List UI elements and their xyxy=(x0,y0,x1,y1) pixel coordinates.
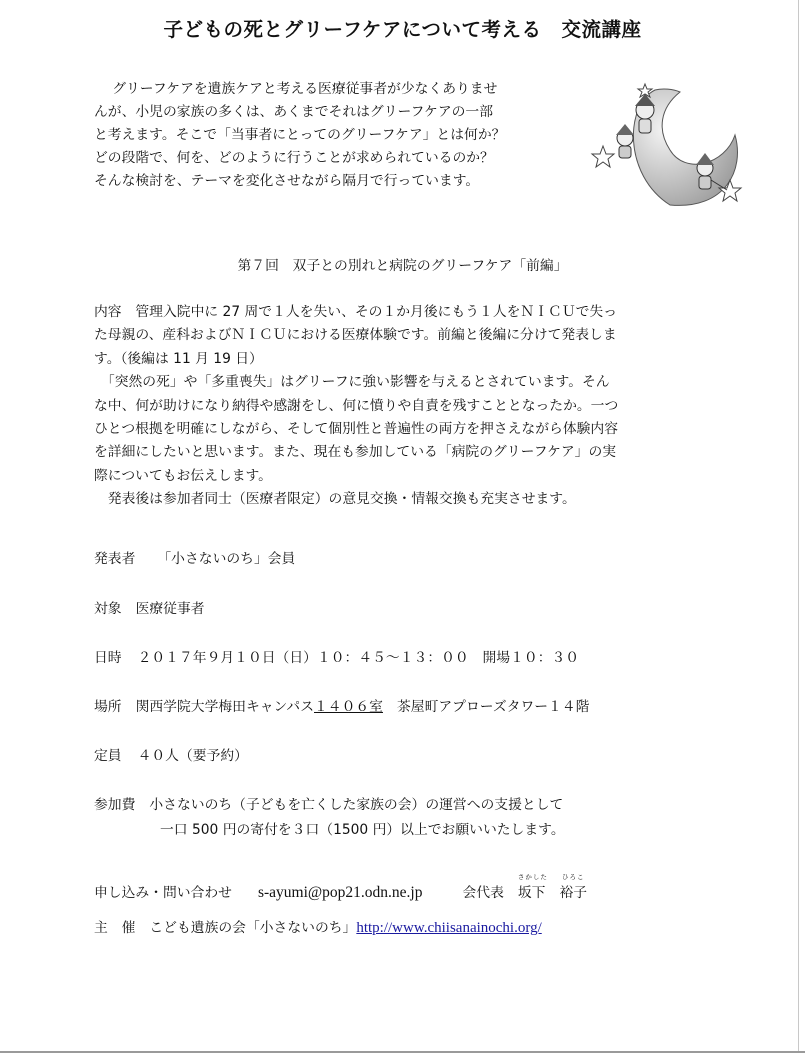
content-line: す。（後編は 11 月 19 日） xyxy=(94,350,263,367)
capacity-row xyxy=(94,744,248,764)
intro-line: と考えます。そこで「当事者にとってのグリーフケア」とは何か？ xyxy=(94,127,506,143)
fee-row xyxy=(94,793,563,813)
content-line: を詳細にしたいと思います。また、現在も参加している「病院のグリーフケア」の実 xyxy=(94,444,617,461)
fee-line-2: 一口 500 円の寄付を３口（1500 円）以上でお願いいたします。 xyxy=(160,822,565,838)
target-value: 医療従事者 xyxy=(135,601,205,617)
content-line: 発表後は参加者同士（医療者限定）の意見交換・情報交換も充実させます。 xyxy=(107,491,576,508)
page-bottom-edge xyxy=(0,1051,805,1053)
content-line: 際についてもお伝えします。 xyxy=(94,467,272,484)
content-line: た母親の、産科およびＮＩＣＵにおける医療体験です。前編と後編に分けて発表しま xyxy=(94,327,617,344)
organizer-label: 主 催 xyxy=(94,920,136,936)
datetime-row xyxy=(94,646,579,666)
contact-email[interactable]: s-ayumi@pop21.odn.ne.jp xyxy=(257,884,423,901)
presenter-value: 「小さないのち」会員 xyxy=(157,551,296,567)
intro-line: んが、小児の家族の多くは、あくまでそれはグリーフケアの一部 xyxy=(94,104,494,120)
rep-surname: さかした 坂下 xyxy=(517,873,548,901)
content-line: 「突然の死」や「多重喪失」はグリーフに強い影響を与えるとされています。そん xyxy=(107,374,610,391)
rep-label: 会代表 xyxy=(462,885,504,901)
contact-label: 申し込み・問い合わせ xyxy=(94,885,232,901)
place-building: 茶屋町アプローズタワー１４階 xyxy=(396,699,590,715)
datetime-value: ２０１７年９月１０日（日）１０：４５～１３：００ 開場１０：３０ xyxy=(137,650,580,666)
session-title: 第７回 双子との別れと病院のグリーフケア「前編」 xyxy=(237,258,568,274)
rep-surname-ruby: さかした xyxy=(517,873,548,881)
page-right-edge xyxy=(798,0,799,1051)
organizer-url-link[interactable]: http://www.chiisanainochi.org/ xyxy=(356,920,542,936)
page-title: 子どもの死とグリーフケアについて考える 交流講座 xyxy=(163,18,642,41)
place-label: 場所 xyxy=(94,699,122,715)
organizer-row xyxy=(94,916,542,937)
presenter-row xyxy=(94,547,295,567)
target-row xyxy=(94,597,205,617)
fee-line-1: 小さないのち（子どもを亡くした家族の会）の運営への支援として xyxy=(149,797,564,813)
target-label: 対象 xyxy=(94,601,122,617)
content-line: ひとつ根拠を明確にしながら、そして個別性と普遍性の両方を押さえながら体験内容 xyxy=(94,421,619,438)
content-line: 内容 管理入院中に 27 周で１人を失い、その１か月後にもう１人をＮＩＣＵで失っ xyxy=(94,304,618,320)
presenter-label: 発表者 xyxy=(94,551,136,567)
datetime-label: 日時 xyxy=(94,650,122,666)
place-venue: 関西学院大学梅田キャンパス xyxy=(135,699,314,715)
capacity-value: ４０人（要予約） xyxy=(137,748,248,764)
fee-label: 参加費 xyxy=(94,797,136,813)
rep-given-ruby: ひろこ xyxy=(562,873,585,881)
intro-line: どの段階で、何を、どのように行うことが求められているのか？ xyxy=(94,150,494,166)
intro-line: グリーフケアを遺族ケアと考える医療従事者が少なくありませ xyxy=(112,81,498,97)
moon-children-illustration xyxy=(585,80,750,215)
organizer-name: こども遺族の会「小さないのち」 xyxy=(149,920,357,936)
place-room: １４０６室 xyxy=(314,699,383,715)
contact-row xyxy=(94,873,588,902)
intro-line: そんな検討を、テーマを変化させながら隔月で行っています。 xyxy=(94,173,480,189)
fee-row-2 xyxy=(160,818,565,838)
content-paragraph xyxy=(94,301,724,512)
capacity-label: 定員 xyxy=(94,748,122,764)
intro-paragraph xyxy=(94,78,579,193)
rep-given-name: ひろこ 裕子 xyxy=(559,873,588,901)
content-line: な中、何が助けになり納得や感謝をし、何に憤りや自責を残すこととなったか。一つ xyxy=(94,397,619,414)
place-row xyxy=(94,695,589,715)
